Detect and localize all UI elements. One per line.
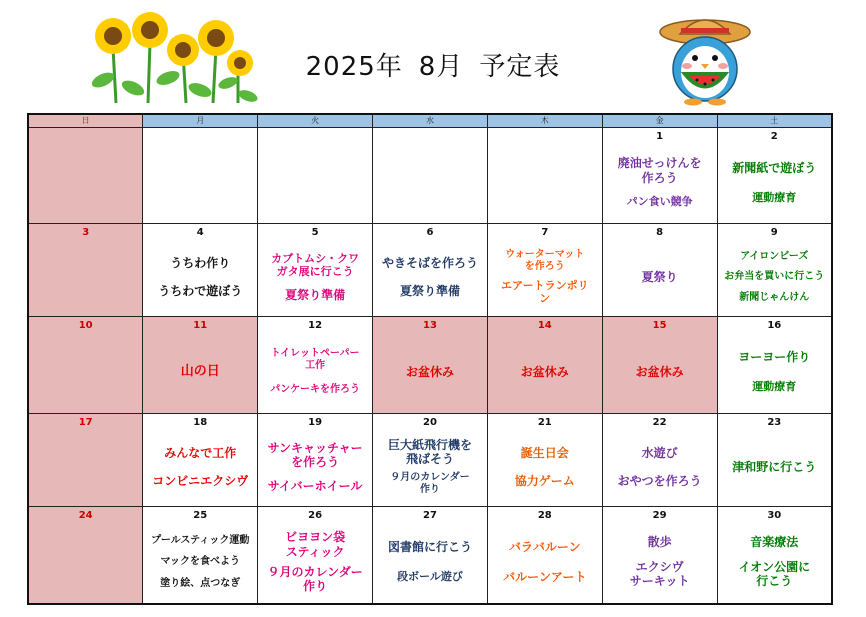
day-number: 22 <box>652 417 667 428</box>
day-events <box>603 144 717 223</box>
event-item: お弁当を買いに行こう <box>724 271 825 282</box>
event-item: コンビニエクシヴ <box>152 473 249 488</box>
event-item: 巨大紙飛行機を 飛ばそう <box>387 437 472 467</box>
calendar-day-cell <box>28 317 143 414</box>
day-events <box>29 144 142 223</box>
day-events <box>718 523 831 603</box>
calendar-table <box>27 113 833 605</box>
weekday-saturday: 土 <box>717 114 832 128</box>
day-number: 2 <box>770 131 778 142</box>
weekday-friday: 金 <box>602 114 717 128</box>
calendar-week-row <box>28 224 832 317</box>
calendar-day-cell <box>373 414 488 507</box>
event-item: カブトムシ・クワ ガタ展に行こう <box>271 251 360 278</box>
event-item: うちわ作り <box>170 255 231 270</box>
day-events <box>718 240 831 316</box>
day-number: 6 <box>426 227 434 238</box>
day-events <box>488 333 602 413</box>
calendar-day-cell <box>258 507 373 605</box>
day-number: 25 <box>193 510 208 521</box>
event-item: お盆休み <box>635 364 684 379</box>
day-number: 8 <box>656 227 664 238</box>
day-number: 18 <box>193 417 208 428</box>
calendar-day-cell <box>602 414 717 507</box>
day-events <box>373 523 487 603</box>
event-item: 音楽療法 <box>750 535 799 550</box>
day-number: 29 <box>652 510 667 521</box>
event-item: 誕生日会 <box>520 445 569 460</box>
calendar-day-cell <box>28 224 143 317</box>
event-item: 図書館に行こう <box>387 540 472 555</box>
event-item: エクシヴ サーキット <box>629 559 690 589</box>
event-item: サイバーホイール <box>267 478 363 493</box>
event-item: 段ボール遊び <box>397 570 463 584</box>
day-events <box>488 523 602 603</box>
calendar-week-row <box>28 507 832 605</box>
day-events <box>488 144 602 223</box>
day-number: 5 <box>311 227 319 238</box>
calendar-body <box>28 128 832 605</box>
day-events <box>29 240 142 316</box>
event-item: お盆休み <box>405 364 454 379</box>
event-item: 塗り絵、点つなぎ <box>160 577 241 589</box>
day-events <box>29 430 142 506</box>
event-item: マックを食べよう <box>160 556 241 567</box>
day-events <box>603 240 717 316</box>
event-item: トイレットペーパー 工作 <box>270 347 360 371</box>
day-number: 3 <box>82 227 90 238</box>
event-item: サンキャッチャー を作ろう <box>267 440 363 470</box>
penguin-illustration <box>655 14 755 106</box>
event-item: ウォーターマット を作ろう <box>505 248 585 272</box>
day-number: 13 <box>422 320 437 331</box>
title-year: 2025年 <box>305 52 403 82</box>
calendar-day-cell <box>602 317 717 414</box>
day-number: 15 <box>652 320 667 331</box>
event-item: パン食い競争 <box>626 195 693 209</box>
event-item: うちわで遊ぼう <box>158 283 243 298</box>
calendar-week-row <box>28 317 832 414</box>
day-number: 21 <box>537 417 552 428</box>
weekday-wednesday: 水 <box>373 114 488 128</box>
weekday-header-row <box>28 114 832 128</box>
day-number: 19 <box>308 417 323 428</box>
weekday-thursday: 木 <box>487 114 602 128</box>
calendar-day-cell <box>143 317 258 414</box>
calendar-day-cell <box>717 414 832 507</box>
event-item: お盆休み <box>520 364 569 379</box>
day-events <box>29 523 142 603</box>
day-number: 17 <box>78 417 93 428</box>
calendar-day-cell <box>143 224 258 317</box>
event-item: イオン公園に 行こう <box>738 559 811 589</box>
day-events <box>258 430 372 506</box>
day-number: 4 <box>196 227 204 238</box>
day-events <box>258 144 372 223</box>
day-events <box>143 523 257 603</box>
day-events <box>29 333 142 413</box>
day-number: 10 <box>78 320 93 331</box>
calendar-day-cell <box>258 224 373 317</box>
day-events <box>373 430 487 506</box>
title-month: 8月 <box>418 52 464 82</box>
day-events <box>143 240 257 316</box>
calendar-day-cell <box>373 507 488 605</box>
day-events <box>143 144 257 223</box>
event-item: みんなで工作 <box>164 445 237 460</box>
event-item: 夏祭り <box>641 269 678 284</box>
day-events <box>488 430 602 506</box>
day-events <box>258 523 372 603</box>
event-item: ９月のカレンダー 作り <box>267 564 363 594</box>
event-item: 山の日 <box>180 364 220 380</box>
weekday-monday: 月 <box>143 114 258 128</box>
day-events <box>488 240 602 316</box>
calendar-day-cell <box>602 507 717 605</box>
event-item: 新聞じゃんけん <box>739 291 810 303</box>
day-events <box>718 430 831 506</box>
event-item: 津和野に行こう <box>732 459 817 474</box>
event-item: 水遊び <box>641 445 678 460</box>
calendar-day-cell <box>487 128 602 224</box>
event-item: 散歩 <box>647 535 672 550</box>
calendar-day-cell <box>487 317 602 414</box>
calendar-day-cell <box>28 128 143 224</box>
event-item: ヨーヨー作り <box>738 350 811 365</box>
calendar-day-cell <box>373 128 488 224</box>
title-label: 予定表 <box>479 52 561 82</box>
calendar-day-cell <box>487 507 602 605</box>
event-item: やきそばを作ろう <box>381 255 478 270</box>
day-number: 24 <box>78 510 93 521</box>
weekday-sunday: 日 <box>28 114 143 128</box>
event-item: 運動療育 <box>752 380 797 394</box>
event-item: バルーンアート <box>503 569 587 584</box>
event-item: ９月のカレンダー 作り <box>390 472 470 496</box>
day-events <box>373 240 487 316</box>
day-events <box>718 144 831 223</box>
weekday-tuesday: 火 <box>258 114 373 128</box>
event-item: ビヨヨン袋 スティック <box>285 530 346 559</box>
calendar-week-row <box>28 414 832 507</box>
day-events <box>258 333 372 413</box>
day-number: 16 <box>767 320 782 331</box>
day-events <box>603 523 717 603</box>
event-item: プールスティック運動 <box>151 534 250 546</box>
calendar-day-cell <box>373 224 488 317</box>
day-number: 27 <box>422 510 437 521</box>
day-events <box>258 240 372 316</box>
event-item: バラバルーン <box>508 540 581 555</box>
calendar-day-cell <box>487 224 602 317</box>
day-events <box>143 430 257 506</box>
day-number: 28 <box>537 510 552 521</box>
day-number: 23 <box>767 417 782 428</box>
day-events <box>143 333 257 413</box>
day-events <box>603 333 717 413</box>
day-number: 14 <box>537 320 552 331</box>
event-item: パンケーキを作ろう <box>270 384 361 396</box>
event-item: 夏祭り準備 <box>399 283 460 298</box>
event-item: エアートランポリ ン <box>500 279 589 306</box>
day-number: 26 <box>308 510 323 521</box>
calendar-day-cell <box>373 317 488 414</box>
calendar-week-row <box>28 128 832 224</box>
calendar-day-cell <box>143 128 258 224</box>
event-item: 協力ゲーム <box>514 473 575 488</box>
event-item: アイロンビーズ <box>740 250 809 262</box>
day-number: 7 <box>541 227 549 238</box>
calendar-day-cell <box>717 507 832 605</box>
day-number: 30 <box>767 510 782 521</box>
calendar-day-cell <box>487 414 602 507</box>
event-item: 新聞紙で遊ぼう <box>732 161 817 176</box>
day-number: 12 <box>308 320 323 331</box>
calendar-day-cell <box>717 128 832 224</box>
calendar-day-cell <box>602 128 717 224</box>
day-number: 1 <box>656 131 664 142</box>
day-number: 9 <box>770 227 778 238</box>
day-number: 11 <box>193 320 208 331</box>
calendar-day-cell <box>717 317 832 414</box>
calendar-day-cell <box>28 414 143 507</box>
calendar-day-cell <box>258 128 373 224</box>
event-item: おやつを作ろう <box>617 473 702 488</box>
day-events <box>373 333 487 413</box>
calendar-day-cell <box>258 317 373 414</box>
event-item: 運動療育 <box>752 190 797 204</box>
calendar-day-cell <box>717 224 832 317</box>
day-number: 20 <box>422 417 437 428</box>
calendar-day-cell <box>143 507 258 605</box>
calendar-day-cell <box>28 507 143 605</box>
day-events <box>603 430 717 506</box>
calendar-day-cell <box>143 414 258 507</box>
calendar-day-cell <box>258 414 373 507</box>
event-item: 廃油せっけんを 作ろう <box>617 156 702 185</box>
day-events <box>373 144 487 223</box>
day-events <box>718 333 831 413</box>
calendar-day-cell <box>602 224 717 317</box>
event-item: 夏祭り準備 <box>285 287 346 302</box>
